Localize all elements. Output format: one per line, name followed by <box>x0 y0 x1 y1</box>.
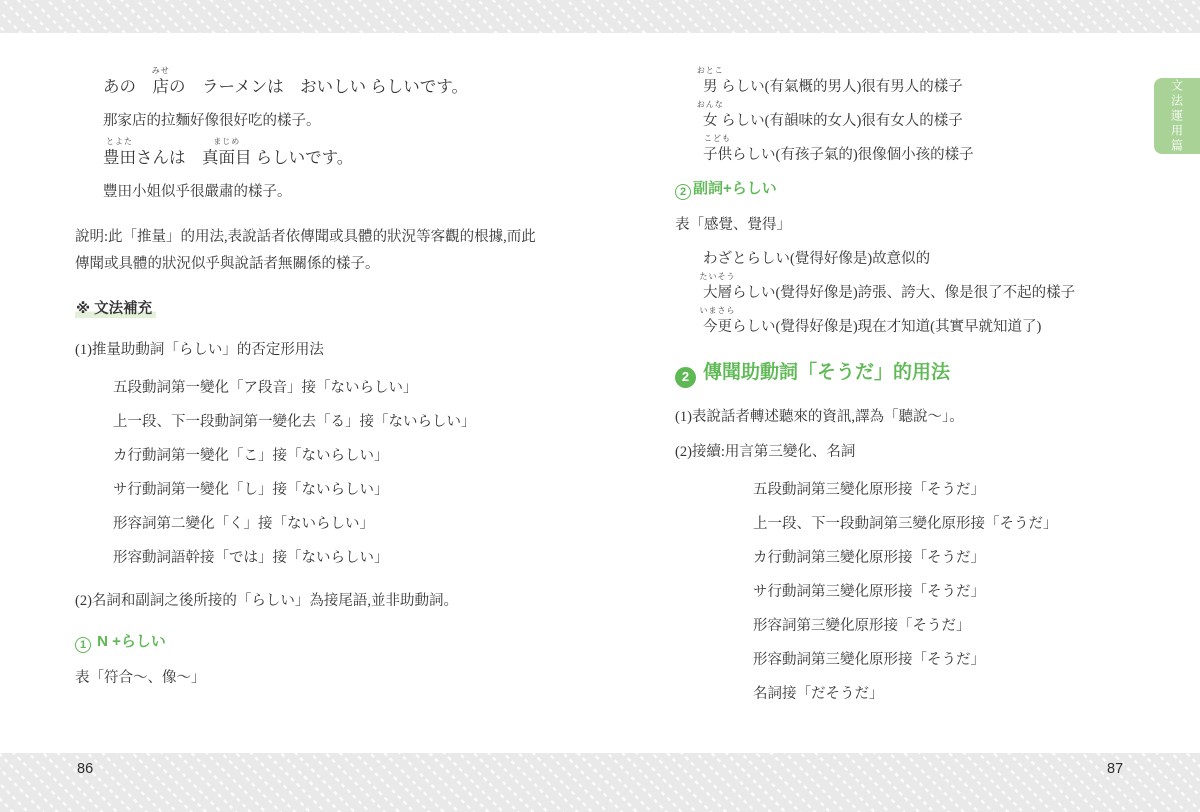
page-left <box>0 33 600 753</box>
text-segment: 上一段、下一段動詞第三變化原形接「そうだ」 <box>753 515 1058 532</box>
ruby-base <box>696 100 724 132</box>
conjugation-rule-line <box>113 479 570 501</box>
furigana: こども <box>704 134 731 143</box>
vocabulary-example-line <box>696 100 1170 132</box>
left-page-content <box>75 33 570 689</box>
vocabulary-example-line <box>703 248 1170 270</box>
section-tab-label: 文法運用篇 <box>1169 78 1184 154</box>
numbered-grammar-item <box>75 590 570 612</box>
conjugation-rule-line <box>753 683 1170 705</box>
ruby-base <box>699 306 736 338</box>
text-segment: 五段動詞第三變化原形接「そうだ」 <box>753 481 985 498</box>
usage-label-line <box>675 214 1170 236</box>
example-sentence-jp <box>103 137 570 169</box>
text-segment: カ行動詞第三變化原形接「そうだ」 <box>753 549 985 566</box>
ruby-base <box>699 272 736 304</box>
text-segment: 傳聞助動詞「そうだ」的用法 <box>703 362 951 383</box>
numbered-grammar-item <box>75 339 570 361</box>
example-translation <box>103 181 570 203</box>
text-segment: らしい(有韻味的女人)很有女人的樣子 <box>717 113 963 129</box>
conjugation-rule-line <box>753 581 1170 603</box>
section-tab <box>1154 78 1200 154</box>
text-segment: (2)接續:用言第三變化、名詞 <box>675 443 856 460</box>
book-spread <box>0 33 1200 753</box>
vocabulary-example-line <box>699 272 1170 304</box>
text-segment: 形容詞第二變化「く」接「ないらしい」 <box>113 516 374 532</box>
text-segment: 女 <box>703 113 718 129</box>
text-segment: らしい(有孩子氣的)很像個小孩的樣子 <box>732 147 974 163</box>
conjugation-rule-line <box>113 445 570 467</box>
text-segment: 子供 <box>703 147 732 163</box>
text-segment: ※ 文法補充 <box>75 301 156 318</box>
text-segment: 說明:此「推量」的用法,表說話者依傳聞或具體的狀況等客觀的根據,而此傳聞或具體的狀況似乎與說話者無關係的樣子。 <box>75 229 536 272</box>
furigana: おんな <box>696 100 724 109</box>
numbered-grammar-item <box>675 441 1170 463</box>
text-segment: 五段動詞第一變化「ア段音」接「ないらしい」 <box>113 380 418 396</box>
filled-circled-number-icon: 2 <box>675 367 696 388</box>
conjugation-rule-line <box>113 513 570 535</box>
ruby-base <box>151 66 170 98</box>
conjugation-rule-line <box>753 513 1170 535</box>
outlined-circled-number-icon: 2 <box>675 184 691 200</box>
text-segment: 那家店的拉麵好像很好吃的樣子。 <box>103 113 321 129</box>
explanation-paragraph <box>75 224 540 278</box>
vocabulary-example-line <box>696 66 1170 98</box>
page-number-right: 87 <box>1107 761 1124 777</box>
text-segment: サ行動詞第一變化「し」接「ないらしい」 <box>113 482 389 498</box>
text-segment: (1)表說話者轉述聽來的資訊,譯為「聽說〜」。 <box>675 408 964 425</box>
conjugation-rule-line <box>753 649 1170 671</box>
text-segment: 表「符合〜、像〜」 <box>75 670 206 686</box>
text-segment: 名詞接「だそうだ」 <box>753 685 884 702</box>
conjugation-rule-line <box>753 615 1170 637</box>
conjugation-rule-line <box>113 547 570 569</box>
green-subheading <box>675 178 1170 200</box>
text-segment: 形容詞第三變化原形接「そうだ」 <box>753 617 971 634</box>
text-segment: サ行動詞第三變化原形接「そうだ」 <box>753 583 985 600</box>
text-segment: N +らしい <box>93 633 166 650</box>
text-segment: の ラーメンは おいしい らしいです。 <box>169 77 468 96</box>
text-segment: カ行動詞第一變化「こ」接「ないらしい」 <box>113 448 389 464</box>
text-segment: らしい(覺得好像是)現在才知道(其實早就知道了) <box>732 319 1042 335</box>
ruby-base <box>103 137 136 169</box>
text-segment: らしいです。 <box>251 148 354 167</box>
furigana: おとこ <box>696 66 724 75</box>
text-segment: さんは <box>136 148 202 167</box>
ruby-base <box>696 66 724 98</box>
text-segment: (1)推量助動詞「らしい」的否定形用法 <box>75 342 324 358</box>
outlined-circled-number-icon: 1 <box>75 637 91 653</box>
vocabulary-example-line <box>699 306 1170 338</box>
right-page-content <box>675 33 1170 705</box>
text-segment: 大層 <box>703 285 732 301</box>
conjugation-rule-line <box>753 479 1170 501</box>
ruby-base <box>202 137 252 169</box>
usage-label-line <box>75 667 570 689</box>
text-segment: 豐田小姐似乎很嚴肅的樣子。 <box>103 184 292 200</box>
example-translation <box>103 110 570 132</box>
green-subheading <box>75 631 570 653</box>
numbered-grammar-item <box>675 406 1170 428</box>
grammar-note-heading <box>75 298 570 320</box>
text-segment: あの <box>103 77 153 96</box>
conjugation-rule-line <box>113 411 570 433</box>
green-section-heading <box>675 360 1170 388</box>
text-segment: 形容動詞語幹接「では」接「ないらしい」 <box>113 550 389 566</box>
furigana: みせ <box>151 66 170 75</box>
text-segment: 形容動詞第三變化原形接「そうだ」 <box>753 651 985 668</box>
text-segment: 男 <box>703 79 718 95</box>
text-segment: 豊田 <box>103 148 136 167</box>
text-segment: 店 <box>152 77 169 96</box>
vocabulary-example-line <box>703 134 1170 166</box>
furigana: たいそう <box>699 272 736 281</box>
conjugation-rule-line <box>113 377 570 399</box>
furigana: いまさら <box>699 306 736 315</box>
furigana: まじめ <box>213 137 241 146</box>
furigana: とよた <box>106 137 133 146</box>
ruby-base <box>703 134 732 166</box>
text-segment: 真面目 <box>202 148 252 167</box>
text-segment: 今更 <box>703 319 732 335</box>
text-segment: 表「感覺、覺得」 <box>675 217 791 233</box>
text-segment: (2)名詞和副詞之後所接的「らしい」為接尾語,並非助動詞。 <box>75 593 459 609</box>
text-segment: らしい(覺得好像是)誇張、誇大、像是很了不起的樣子 <box>732 285 1076 301</box>
page-number-left: 86 <box>77 761 94 777</box>
text-segment: 副詞+らしい <box>693 180 777 197</box>
example-sentence-jp <box>103 66 570 98</box>
text-segment: 上一段、下一段動詞第一變化去「る」接「ないらしい」 <box>113 414 476 430</box>
text-segment: わざとらしい(覺得好像是)故意似的 <box>703 251 931 267</box>
conjugation-rule-line <box>753 547 1170 569</box>
text-segment: らしい(有氣概的男人)很有男人的樣子 <box>717 79 963 95</box>
page-right <box>600 33 1200 753</box>
